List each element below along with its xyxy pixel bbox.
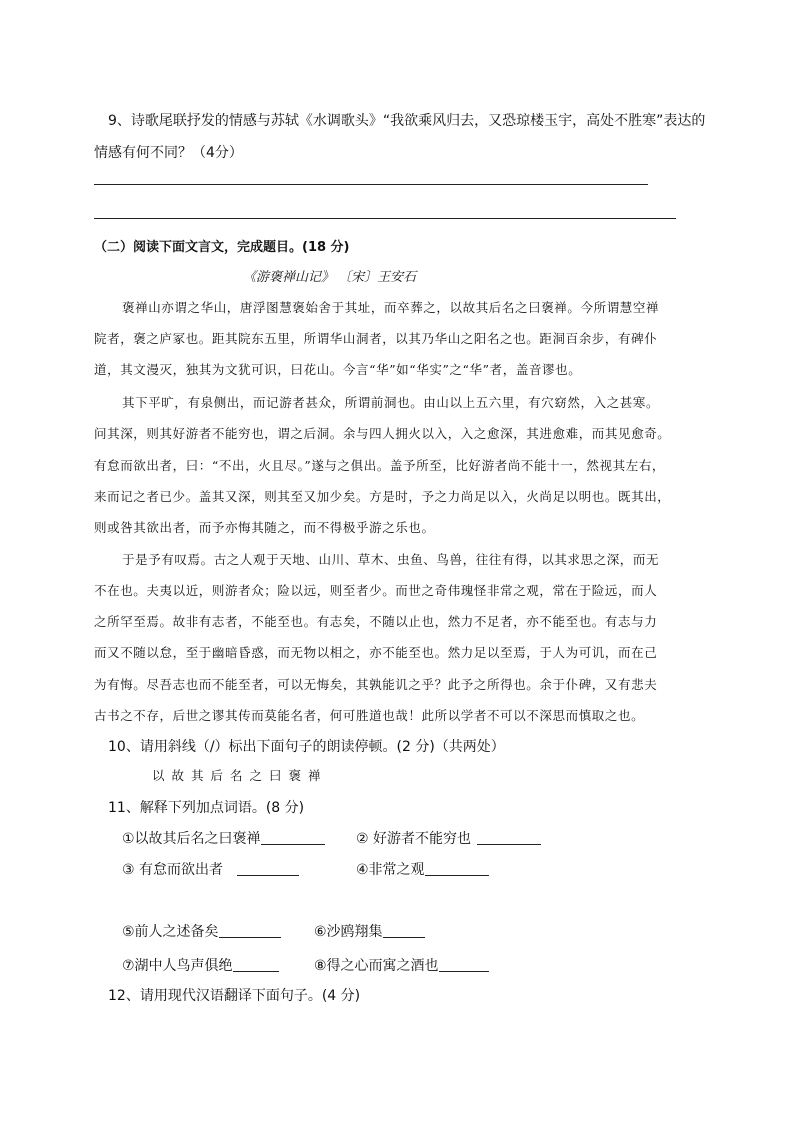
q11-item-2-blank[interactable] — [477, 830, 541, 845]
answer-line-1[interactable] — [94, 184, 648, 185]
q11-item-5 — [122, 921, 281, 941]
passage-line: 不在也。夫夷以近，则游者众；险以远，则至者少。而世之奇伟瑰怪非常之观，常在于险远，而人 — [94, 583, 658, 598]
passage-line: 于是予有叹焉。古之人观于天地、山川、草木、虫鱼、鸟兽，往往有得，以其求思之深，而无 — [122, 552, 660, 567]
answer-line-2[interactable] — [94, 218, 676, 219]
q11-item-5-blank[interactable] — [219, 923, 281, 938]
q11-item-8-text: ⑧得之心而寓之酒也 — [314, 958, 439, 974]
q11-item-3-blank[interactable] — [237, 861, 299, 876]
q11-item-5-text: ⑤前人之述备矣 — [122, 924, 219, 940]
q11-item-3 — [122, 859, 299, 879]
q11-item-2-text: ② 好游者不能穷也 — [356, 831, 472, 847]
passage-line: 而又不随以怠，至于幽暗昏惑，而无物以相之，亦不能至也。然力足以至焉，于人为可讥，而在己 — [94, 645, 658, 660]
q11-item-7 — [122, 955, 279, 975]
passage-line: 古书之不存，后世之谬其传而莫能名者，何可胜道也哉！此所以学者不可以不深思而慎取之也。 — [94, 708, 645, 723]
q11-item-1-blank[interactable] — [261, 830, 325, 845]
section-2-heading: （二）阅读下面文言文，完成题目。(18 分) — [94, 240, 350, 255]
passage-line: 之所罕至焉。故非有志者，不能至也。有志矣，不随以止也，然力不足者，亦不能至也。有志与力 — [94, 614, 658, 629]
question-11-prompt: 11、解释下列加点词语。(8 分) — [108, 800, 305, 816]
passage-line: 有怠而欲出者，曰：“不出，火且尽。”遂与之俱出。盖予所至，比好游者尚不能十一，然视其左右， — [94, 458, 666, 473]
question-9-line-1: 9、诗歌尾联抒发的情感与苏轼《水调歌头》“我欲乘风归去，又恐琼楼玉宇，高处不胜寒”表达的 — [108, 113, 706, 129]
q11-item-2 — [356, 828, 541, 848]
q11-item-8-blank[interactable] — [439, 957, 489, 972]
passage-title: 《游褒禅山记》 〔宋〕王安石 — [243, 270, 417, 285]
q11-item-6 — [314, 921, 425, 941]
q11-item-4-text: ④非常之观 — [356, 862, 425, 878]
passage-line: 道，其文漫灭，独其为文犹可识，曰花山。今言“华”如“华实”之“华”者，盖音谬也。 — [94, 362, 582, 377]
passage-line: 其下平旷，有泉侧出，而记游者甚众，所谓前洞也。由山以上五六里，有穴窈然，入之甚寒。 — [122, 395, 660, 410]
passage-line: 为有悔。尽吾志也而不能至者，可以无悔矣，其孰能讥之乎？此予之所得也。余于仆碑，又有悲夫 — [94, 677, 658, 692]
q11-item-4 — [356, 859, 489, 879]
passage-line: 褒禅山亦谓之华山，唐浮图慧褒始舍于其址，而卒葬之，以故其后名之曰褒禅。今所谓慧空禅 — [122, 300, 660, 315]
question-12-prompt: 12、请用现代汉语翻译下面句子。(4 分) — [108, 988, 361, 1004]
q11-item-8 — [314, 955, 489, 975]
q11-item-4-blank[interactable] — [425, 861, 489, 876]
q11-item-7-blank[interactable] — [233, 957, 279, 972]
q11-item-1 — [122, 828, 325, 848]
question-9-line-2: 情感有何不同？（4分） — [94, 145, 243, 161]
question-10-sentence[interactable]: 以故其后名之曰褒禅 — [152, 768, 328, 783]
passage-line: 来而记之者已少。盖其又深，则其至又加少矣。方是时，予之力尚足以入，火尚足以明也。既其出， — [94, 489, 671, 504]
passage-line: 问其深，则其好游者不能穷也，谓之后洞。余与四人拥火以入，入之愈深，其进愈难，而其见愈奇。 — [94, 426, 671, 441]
q11-item-6-blank[interactable] — [383, 923, 425, 938]
q11-item-1-text: ①以故其后名之曰褒禅 — [122, 831, 261, 847]
passage-line: 则或咎其欲出者，而予亦悔其随之，而不得极乎游之乐也。 — [94, 520, 435, 535]
question-10-prompt: 10、请用斜线（/）标出下面句子的朗读停顿。(2 分)（共两处） — [108, 739, 505, 755]
q11-item-3-text: ③ 有怠而欲出者 — [122, 862, 224, 878]
passage-line: 院者，褒之庐冢也。距其院东五里，所谓华山洞者，以其乃华山之阳名之也。距洞百余步，有碑仆 — [94, 331, 658, 346]
q11-item-7-text: ⑦湖中人鸟声俱绝 — [122, 958, 233, 974]
q11-item-6-text: ⑥沙鸥翔集 — [314, 924, 383, 940]
